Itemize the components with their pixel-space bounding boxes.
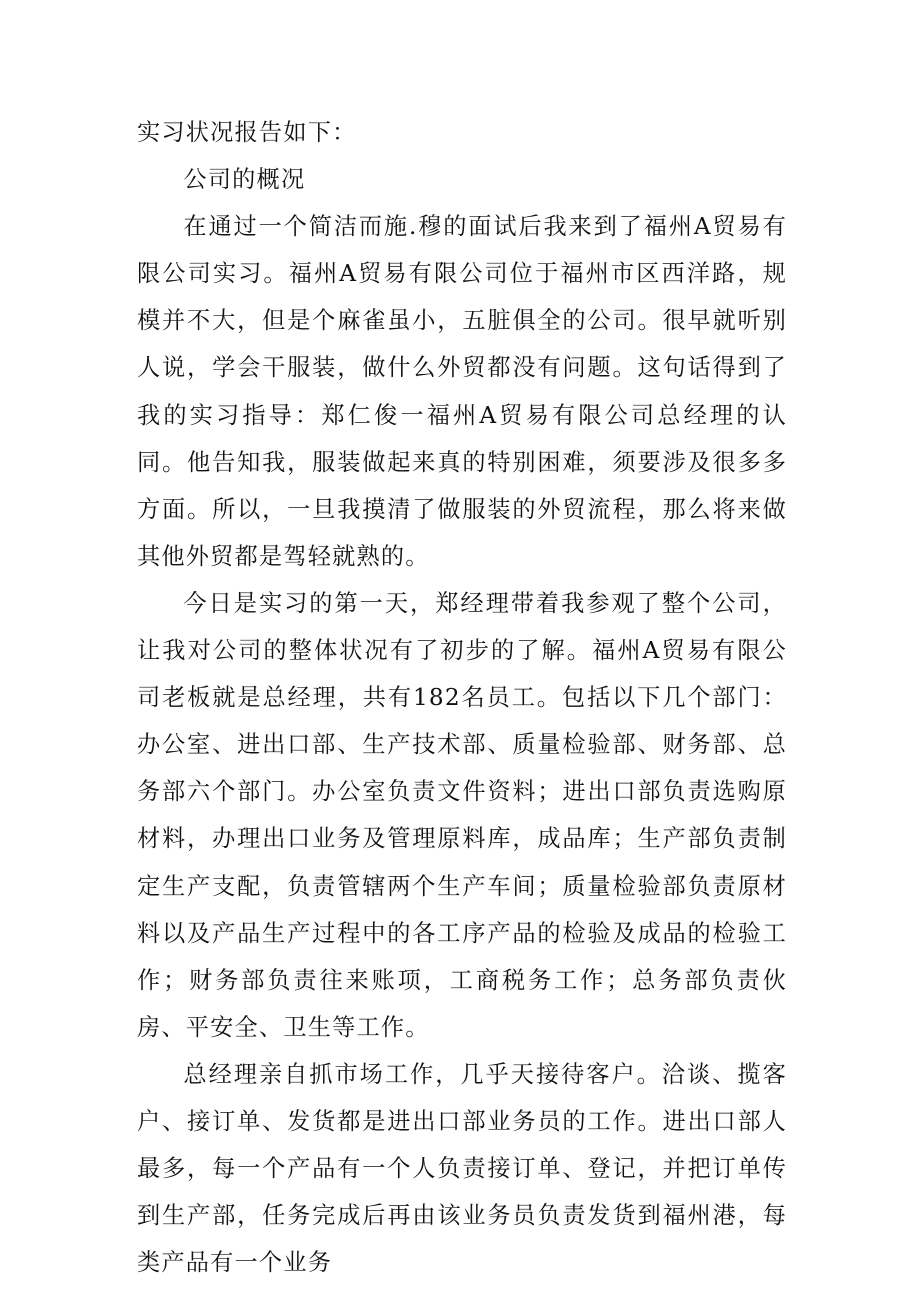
paragraph-manager-work: 总经理亲自抓市场工作，几乎天接待客户。洽谈、揽客户、接订单、发货都是进出口部业务员的工作。进出口部人最多，每一个产品有一个人负责接订单、登记，并把订单传到生产部，任务完成后再由该业务员负责发货到福州港，每类产品有一个业务 [137, 1060, 787, 1277]
paragraph-first-day: 今日是实习的第一天，郑经理带着我参观了整个公司，让我对公司的整体状况有了初步的了解。福州A贸易有限公司老板就是总经理，共有182名员工。包括以下几个部门：办公室、进出口部、生产技术部、质量检验部、财务部、总务部六个部门。办公室负责文件资料；进出口部负责选购原材料，办理出口业务及管理原料库，成品库；生产部负责制定生产支配，负责管辖两个生产车间；质量检验部负责原材料以及产品生产过程中的各工序产品的检验及成品的检验工作；财务部负责往来账项，工商税务工作；总务部负责伙房、平安全、卫生等工作。 [137, 589, 787, 1041]
paragraph-intro: 实习状况报告如下： [137, 119, 357, 146]
section-heading: 公司的概况 [183, 166, 306, 194]
document-body [137, 109, 787, 1286]
paragraph-company-overview: 在通过一个简洁而施.穆的面试后我来到了福州A贸易有限公司实习。福州A贸易有限公司位于福州市区西洋路，规模并不大，但是个麻雀虽小，五脏俱全的公司。很早就听别人说，学会干服装，做什么外贸都没有问题。这句话得到了我的实习指导：郑仁俊一福州A贸易有限公司总经理的认同。他告知我，服装做起来真的特别困难，须要涉及很多多方面。所以，一旦我摸清了做服装的外贸流程，那么将来做其他外贸都是驾轻就熟的。 [137, 213, 787, 570]
